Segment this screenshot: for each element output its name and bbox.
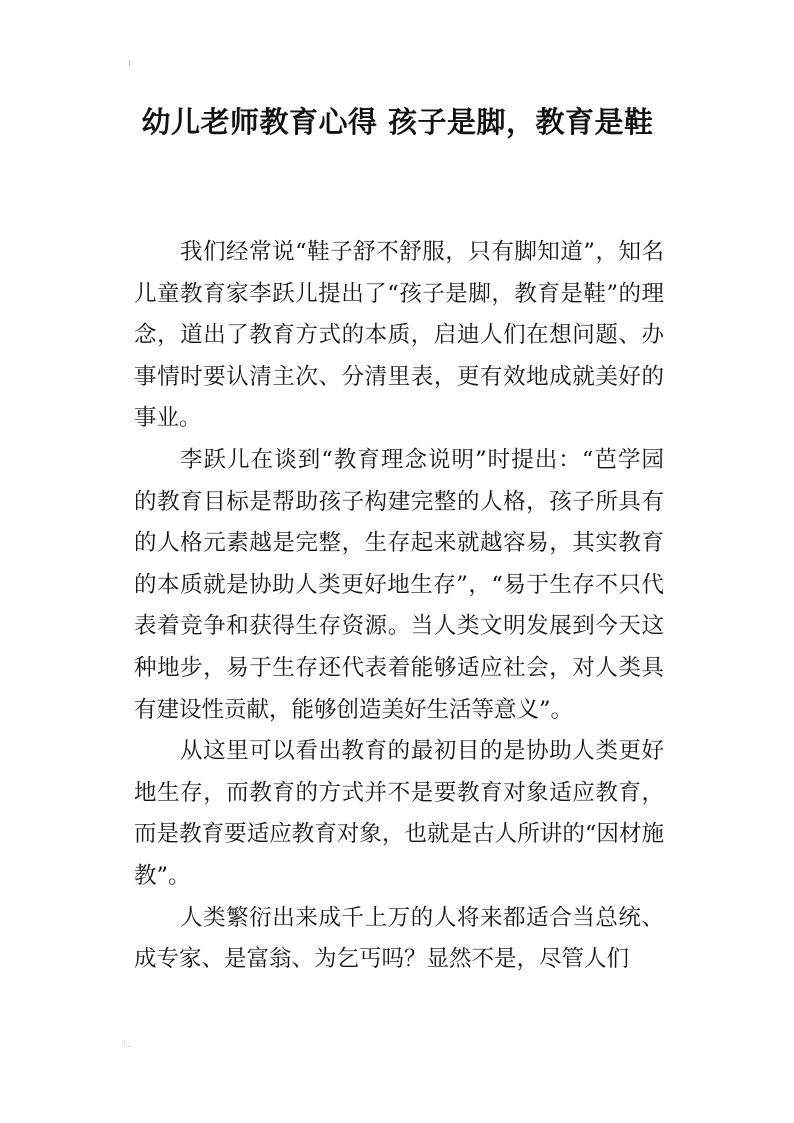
top-margin-mark <box>129 60 130 66</box>
paragraph-3: 从这里可以看出教育的最初目的是协助人类更好地生存，而教育的方式并不是要教育对象适应教育，而是教育要适应教育对象，也就是古人所讲的“因材施教”。 <box>134 738 664 889</box>
bottom-margin-mark <box>124 1040 131 1047</box>
paragraph-2: 李跃儿在谈到“教育理念说明”时提出：“芭学园的教育目标是帮助孩子构建完整的人格，孩子所具有的人格元素越是完整，生存起来就越容易，其实教育的本质就是协助人类更好地生存”，“易于生存不只代表着竞争和获得生存资源。当人类文明发展到今天这种地步，易于生存还代表着能够适应社会，对人类具有建设性贡献，能够创造美好生活等意义”。 <box>134 446 664 723</box>
document-body <box>134 232 664 981</box>
paragraph-1: 我们经常说“鞋子舒不舒服，只有脚知道”，知名儿童教育家李跃儿提出了“孩子是脚，教育是鞋”的理念，道出了教育方式的本质，启迪人们在想问题、办事情时要认清主次、分清里表，更有效地成就美好的事业。 <box>134 239 664 432</box>
document-title: 幼儿老师教育心得 孩子是脚，教育是鞋 <box>141 105 654 139</box>
paragraph-4: 人类繁衍出来成千上万的人将来都适合当总统、成专家、是富翁、为乞丐吗？显然不是，尽管人们 <box>134 904 664 973</box>
